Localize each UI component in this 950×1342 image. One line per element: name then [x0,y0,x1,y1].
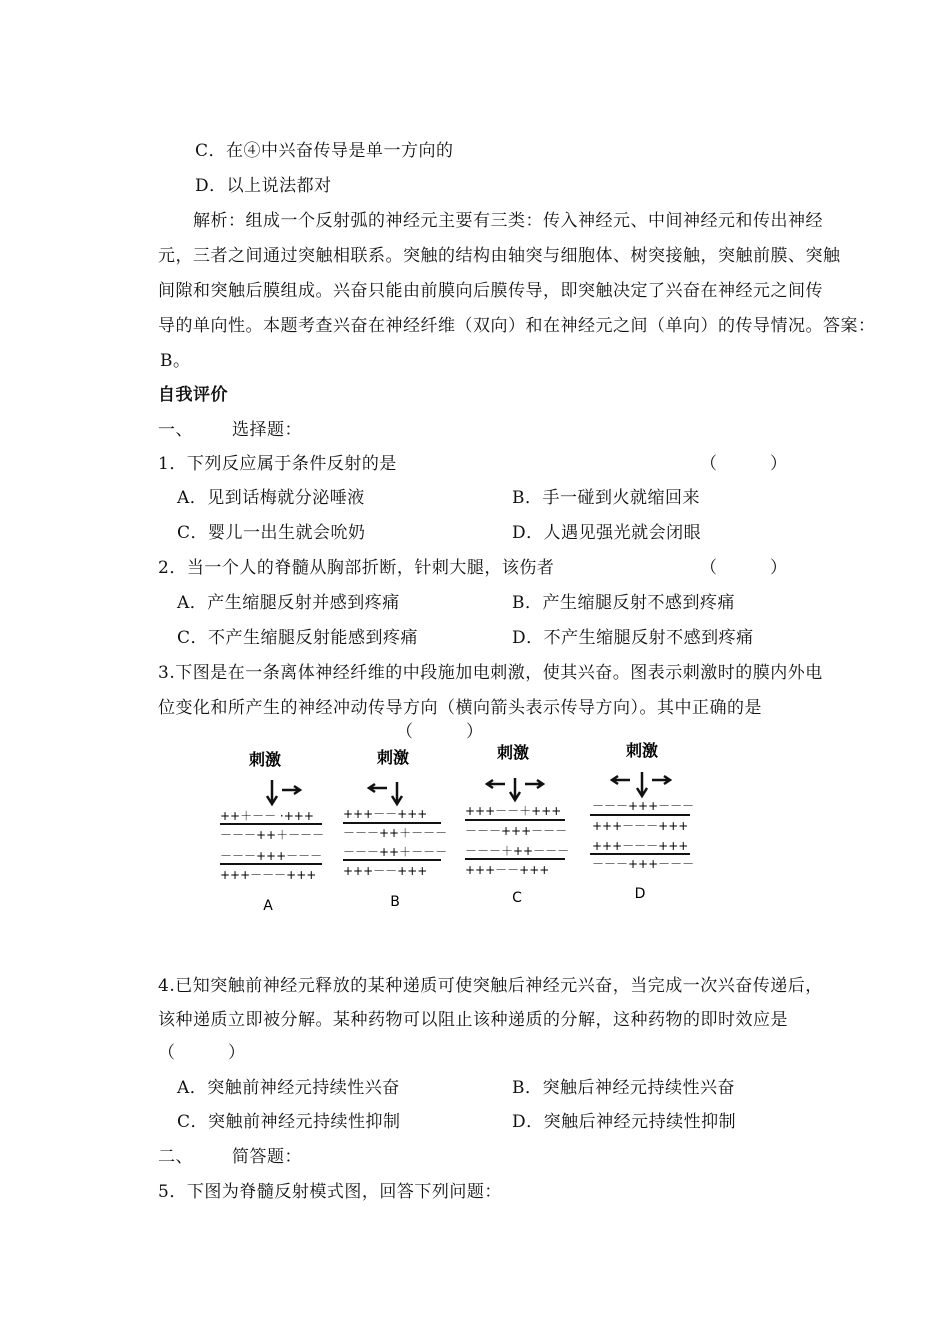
q5-stem: 5．下图为脊髓反射模式图，回答下列问题： [158,1182,502,1202]
charge-row-c-2: －－－+++－－－ [465,824,568,838]
q2-option-b: B．产生缩腿反射不感到疼痛 [512,593,735,613]
conduction-arrow-left-b [369,784,387,792]
q4-paren: （ ） [158,1043,246,1063]
q4-line-2: 该种递质立即被分解。某种药物可以阻止该种递质的分解，这种药物的即时效应是 [158,1010,788,1030]
part1-heading-text: 选择题： [232,420,302,440]
charge-row-a-3: －－－+++－－－ [220,849,323,863]
panel-a [220,750,324,914]
conduction-arrow-left-c [487,780,505,788]
q1-paren: （ ） [700,454,788,474]
q3-line-1: 3.下图是在一条离体神经纤维的中段施加电刺激，使其兴奋。图表示刺激时的膜内外电 [158,663,823,683]
stimulus-label-d: 刺激 [625,741,659,760]
part2-heading-text: 简答题： [232,1147,302,1167]
stimulus-arrow-d [637,772,647,796]
q4-option-d: D．突触后神经元持续性抑制 [512,1112,737,1132]
charge-row-d-1: －－－+++－－－ [592,799,695,813]
q4-option-b: B．突触后神经元持续性兴奋 [512,1078,735,1098]
q2-option-a: A．产生缩腿反射并感到疼痛 [177,593,400,613]
panel-label-c: C [512,890,522,906]
q2-option-c: C．不产生缩腿反射能感到疼痛 [177,628,419,648]
charge-row-b-3: －－－++＋－－－ [343,845,448,859]
part2-heading-num: 二、 [158,1147,193,1167]
conduction-arrow-right-d [652,776,670,784]
charge-row-a-1: ++＋－－ ·+++ [220,809,314,823]
panel-label-b: B [390,894,400,910]
stimulus-label-c: 刺激 [496,743,530,762]
q2-option-d: D．不产生缩腿反射不感到疼痛 [512,628,754,648]
charge-row-c-3: －－－＋++－－－ [465,844,570,858]
section-title: 自我评价 [158,385,228,405]
stimulus-arrow-c [510,778,520,800]
analysis-line-1: 解析：组成一个反射弧的神经元主要有三类：传入神经元、中间神经元和传出神经 [193,211,823,231]
q1-option-b: B．手一碰到火就缩回来 [512,488,700,508]
panel-label-d: D [634,886,646,902]
panel-d [590,741,694,902]
charge-row-d-3: +++－－－+++ [592,839,689,853]
panel-b [343,748,447,910]
q2-stem: 2．当一个人的脊髓从胸部折断，针刺大腿，该伤者 [158,558,555,578]
analysis-line-5: B。 [160,351,191,371]
q1-option-a: A．见到话梅就分泌唾液 [177,488,365,508]
panel-c [465,743,569,906]
q1-stem: 1．下列反应属于条件反射的是 [158,454,397,474]
stimulus-label-b: 刺激 [376,748,410,767]
q3-line-2: 位变化和所产生的神经冲动传导方向（横向箭头表示传导方向）。其中正确的是 [158,698,762,718]
q4-option-c: C．突触前神经元持续性抑制 [177,1112,401,1132]
conduction-arrow-right-a [282,786,300,794]
charge-row-d-4: －－－+++－－－ [592,857,695,871]
charge-row-b-2: －－－++＋－－－ [343,826,448,840]
option-c-prev: C．在④中兴奋传导是单一方向的 [195,141,454,161]
q4-option-a: A．突触前神经元持续性兴奋 [177,1078,400,1098]
q3-paren: （ ） [396,722,484,742]
part1-heading-num: 一、 [158,420,193,440]
q1-option-d: D．人遇见强光就会闭眼 [512,523,702,543]
charge-row-d-2: +++－－－+++ [592,819,689,833]
analysis-line-3: 间隙和突触后膜组成。兴奋只能由前膜向后膜传导，即突触决定了兴奋在神经元之间传 [158,281,823,301]
stimulus-arrow-b [392,782,402,804]
charge-row-b-4: +++－－+++ [343,864,428,878]
q2-paren: （ ） [700,558,788,578]
charge-row-a-2: －－－++＋－－－ [220,828,325,842]
charge-row-a-4: +++－－－+++ [220,868,317,882]
charge-row-b-1: +++－－+++ [343,807,428,821]
analysis-line-2: 元，三者之间通过突触相联系。突触的结构由轴突与细胞体、树突接触，突触前膜、突触 [158,246,841,266]
q4-line-1: 4.已知突触前神经元释放的某种递质可使突触后神经元兴奋，当完成一次兴奋传递后， [158,976,823,996]
q1-option-c: C．婴儿一出生就会吮奶 [177,523,366,543]
stimulus-arrow-a [267,780,277,804]
conduction-arrow-left-d [612,776,630,784]
charge-row-c-1: +++－－＋+++ [465,804,562,818]
analysis-line-4: 导的单向性。本题考查兴奋在神经纤维（双向）和在神经元之间（单向）的传导情况。答案： [158,316,876,336]
panel-label-a: A [263,898,273,914]
membrane-figure [215,740,715,915]
conduction-arrow-right-c [525,780,543,788]
option-d-prev: D．以上说法都对 [195,176,332,196]
charge-row-c-4: +++－－+++ [465,863,550,877]
stimulus-label-a: 刺激 [248,750,282,769]
